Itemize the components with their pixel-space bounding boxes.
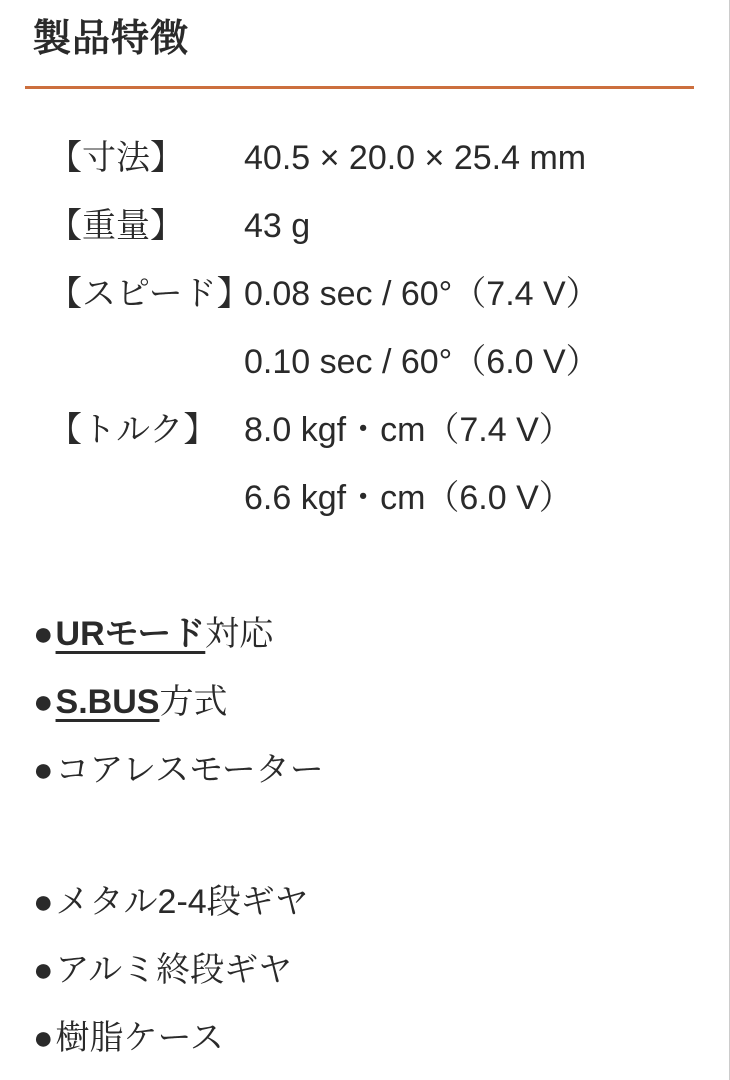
spec-value: 6.6 kgf・cm（6.0 V） xyxy=(244,478,573,517)
spec-value: 43 g xyxy=(244,206,311,245)
spec-value: 8.0 kgf・cm（7.4 V） xyxy=(244,410,573,449)
feature-item-coreless-motor xyxy=(33,736,729,804)
spec-row-torque-2 xyxy=(48,464,729,532)
feature-text: メタル2-4段ギヤ xyxy=(55,882,309,921)
feature-item-resin-case xyxy=(33,1004,729,1072)
spec-row-weight xyxy=(48,192,729,260)
bullet-icon: ● xyxy=(33,614,54,653)
spec-label: 【寸法】 xyxy=(48,138,184,177)
feature-item-sbus xyxy=(33,668,729,736)
bullet-icon: ● xyxy=(33,1018,54,1057)
spec-row-dimensions xyxy=(48,124,729,192)
feature-item-ur-mode xyxy=(33,600,729,668)
spec-value: 0.08 sec / 60°（7.4 V） xyxy=(244,274,600,313)
bullet-icon: ● xyxy=(33,682,54,721)
feature-list-secondary xyxy=(33,868,729,1072)
spec-list xyxy=(48,124,729,532)
feature-text: 方式 xyxy=(159,682,228,721)
bullet-icon: ● xyxy=(33,882,54,921)
spec-row-speed xyxy=(48,260,729,328)
bullet-icon: ● xyxy=(33,950,54,989)
spec-row-speed-2 xyxy=(48,328,729,396)
feature-emphasis: URモード xyxy=(55,614,206,653)
section-title: 製品特徴 xyxy=(33,18,190,60)
spec-label: 【トルク】 xyxy=(48,410,218,449)
spec-label: 【スピード】 xyxy=(48,274,251,313)
accent-divider xyxy=(25,86,694,89)
feature-text: アルミ終段ギヤ xyxy=(55,950,293,989)
spec-row-torque xyxy=(48,396,729,464)
feature-text: コアレスモーター xyxy=(55,750,324,789)
feature-item-alumi-final-gear xyxy=(33,936,729,1004)
feature-item-metal-gears xyxy=(33,868,729,936)
feature-text: 樹脂ケース xyxy=(55,1018,224,1057)
feature-emphasis: S.BUS xyxy=(55,682,160,721)
spec-label: 【重量】 xyxy=(48,206,184,245)
bullet-icon: ● xyxy=(33,750,54,789)
spec-value: 40.5 × 20.0 × 25.4 mm xyxy=(244,138,587,177)
feature-list-primary xyxy=(33,600,729,804)
spec-value: 0.10 sec / 60°（6.0 V） xyxy=(244,342,600,381)
feature-text: 対応 xyxy=(205,614,274,653)
